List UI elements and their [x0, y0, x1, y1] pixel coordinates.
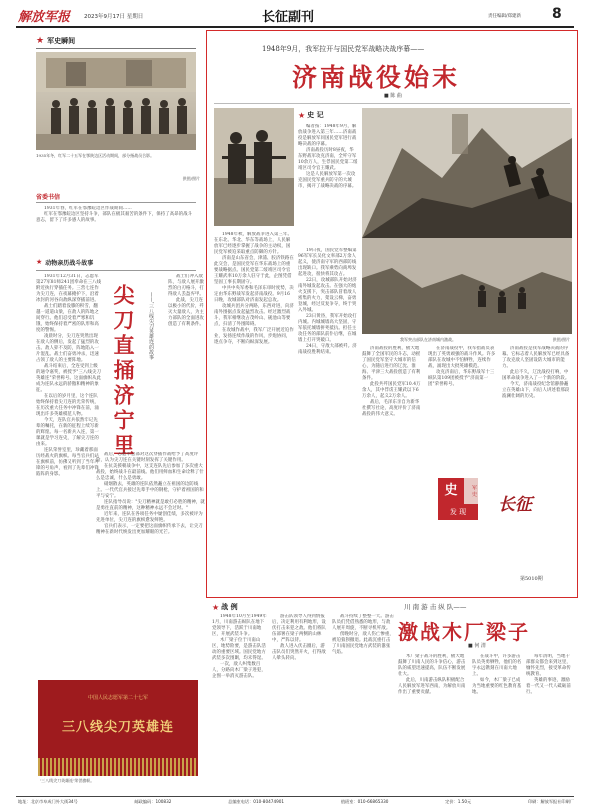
bottom-kicker: 川 南 游 击 纵 队—— [404, 603, 467, 611]
newspaper-logo: 解放军报 [18, 10, 71, 25]
feature-text-col1: 1948年秋，解放战争进入第三年。在东北、华北、华东等战场上，人民解放军已经逐步掌握了战争的主动权，国民党军被迫采取重点防御的方针。 济南是山东省会，津浦、胶济铁路在此交会，是国民党军在华东战场上的重要战略据点。国民党第二绥靖区司令官王耀武率10万余人驻守于此，企图凭借坚固工事长期固守。 中共中央军委和毛泽东审时度势，决定由华东野战军发起济南战役。9月16日晚，攻城部队对济南发起总攻。 攻城兵团兵分两路，东西对进，向济南外围据点发起猛烈攻击。经过激烈战斗，我军相继攻占茂岭山、砚池山等要点，扫清了外围障碍。 在攻城作战中，我军广泛开展近迫作业，发扬连续作战的作风，步炮协同，逐点争夺，不断向纵深发展。 [214, 232, 294, 345]
feature-headline: 济南战役始末 [292, 63, 461, 92]
historic-troops-photo [36, 52, 196, 150]
bottom-text-col4: 木厂梁子战斗的胜利，极大地鼓舞了川南人民的斗争信心，游击队的威望迅速提高，队伍不断发展壮大。 此后，川南游击纵队积极配合人民解放军进军西南，为解放川南作出了重要贡献。 [398, 654, 466, 695]
masthead [0, 0, 590, 28]
story-vertical-subtitle: ——'三八线尖刀英雄连'的故事 [148, 292, 154, 360]
hero-company-banner [38, 680, 198, 776]
feature-intro: 编者按：1948年9月，解放战争进入第三年……济南战役是解放军同国民党军进行战略决战的序幕。 济南战役历时8昼夜，华东野战军攻克济南，全歼守军10余万人，生俘国民党第二绥靖区司令官王耀武。 这是人民解放军第一次攻克国民党军重兵防守的大城市，揭开了战略决战的序幕。 [298, 124, 358, 189]
editor-line: 责任编辑/郑建新 [488, 14, 522, 19]
story-text-col2: 战士们冲入敌阵，与敌人展开激烈的白刃格斗，打得敌人丢盔弃甲。 此战，尖刀连以极小的代价，歼灭大量敌人，为主力部队的全面进攻创造了有利条件。 [168, 274, 204, 327]
story-text-col3: 战后，志愿军总部对这次穿插作战给予了高度评价，认为尖刀连在关键时刻发挥了关键作用。 在抗美援朝战争中，这支连队先后参加了多次重大战役，始终战斗在最前线。他们用鲜血和生命诠释了什么是忠诚，什么是勇敢。 硝烟散去，英雄的连队依然矗立在祖国的边防线上。一代代官兵接过先辈手中的钢枪，守护着祖国的和平与安宁。 连队指导员说："尖刀精神就是敢打必胜的精神，就是勇往直前的精神，这种精神永远不会过时。" 近年来，连队在各项任务中屡创佳绩，多次被评为先进单位，尖刀连的旗帜愈发鲜艳。 官兵们表示，一定要把这面旗帜传承下去，让尖刀精神在新时代焕发出更加耀眼的光芒。 [96, 452, 205, 535]
stamp-side: 军 史 [464, 478, 478, 504]
section-title: 长征副刊 [262, 10, 315, 25]
left-header-rule [36, 48, 196, 49]
history-label: ★ 史 记 [298, 110, 324, 120]
history-photo-caption: 1935年冬，红军二十五军在鄂陕边区活动期间，部分指战员合影。 [36, 153, 155, 158]
bottom-text-col3: 战斗持续了整整一天。游击队员们凭借熟悉的地形，与敌人展开周旋，不断寻机歼敌。 傍晚时分，敌人伤亡惨重，被迫狼狈撤退。此战沉重打击了川南国民党地方武装的嚣张气焰。 [332, 614, 394, 655]
stamp-top: 史 [438, 478, 464, 504]
bottom-text-col2: 游击队领导人得到情报后，决定利用有利地形，设伏打击来犯之敌。他们将队伍部署在梁子两侧的山林中，严阵以待。 敌人进入伏击圈后，游击队员们突然开火，打得敌人晕头转向。 [272, 614, 326, 661]
bottom-text-col6: 每年清明，当地干部群众都会来到这里，缅怀先烈，接受革命传统教育。 英雄的事迹，激励着一代又一代人砥砺前行。 [526, 654, 571, 695]
feature-kicker: 1948年9月，我军拉开与国民党军战略决战序幕—— [262, 45, 425, 53]
issue-date: 2023年9月17日 星期日 [84, 14, 144, 20]
letters-rule [36, 202, 196, 203]
story-star-icon: ★ [36, 258, 43, 266]
ruins-photo-art [362, 238, 572, 334]
soldiers-photo-art [214, 108, 294, 226]
red-star-icon: ★ [298, 110, 306, 120]
issue-number: 第5010期 [520, 576, 543, 582]
feature-text-col2: 19日夜，国民党军整编第96军军长吴化文率部2万余人起义，使济南守军的西部防线出现缺口。我军乘势向商埠发起进攻，很快将其攻占。 22日，攻城部队开始对济南外城发起攻击。在强大的炮火支援下，突击部队冒着敌人密集的火力，架设云梯，奋勇登城，经过反复争夺，终于突入外城。 23日黄昏，我军开始攻打内城。内城城墙高大坚固，守军依托城墙拼死抵抗。担任主攻任务的部队前仆后继，在城墙上打开突破口。 24日，守敌大部被歼。济南战役胜利结束。 [298, 248, 357, 355]
jinan-battle-photo [214, 108, 294, 226]
footer-postcode: 邮政编码：100832 [134, 799, 172, 804]
history-discovery-stamp [438, 478, 480, 528]
banner-main-text: 三八线尖刀英雄连 [61, 720, 174, 735]
masthead-rule [16, 26, 574, 28]
city-assault-photo [362, 108, 572, 238]
footer [18, 799, 574, 805]
feature-author: ■ 陈 曲 [384, 93, 402, 99]
banner-caption: '三八线尖刀英雄连'荣誉旗帜。 [40, 778, 95, 783]
troops-photo-art [36, 52, 196, 150]
feature-text-col5: 济南战役是我军战略决战的序幕。它标志着人民解放军已经具备了攻克敌人坚固设防大城市的能力。 此后不久，辽沈战役打响，中国革命战争进入了一个新的阶段。 今天，济南战役纪念馆静静矗立在英雄山下，向后人讲述着那段波澜壮阔的历史。 [502, 346, 570, 399]
story-header: ★ 动物亲历战斗故事 [36, 258, 94, 267]
military-history-header: ★ 军史瞬间 [36, 35, 76, 46]
assault-photo-art [362, 108, 572, 238]
story-text-col1: 1931年12月31日，志愿军第27军81师241团奉命在三八线附近执行穿插任务。三营七连作为尖刀连，在夜幕掩护下，沿着冰封的河谷向敌纵深穿插前进。 战士们踏着没膝的积雪，翻越一道道山梁，在敌人的阵地之间穿行。他们忍受着严寒和饥饿，始终保持着严密的队形和高度的警惕。 凌晨时分，尖刀连突然出现在敌人的侧后，发起了猛烈的攻击。敌人猝不及防，阵地陷入一片混乱。战士们奋勇冲杀，迅速占领了敌人的主要阵地。 战斗结束后，全连受到上级的通令嘉奖，被授予"三八线尖刀英雄连"荣誉称号。这面旗帜从此成为连队永远的骄傲和精神的象征。 在以后的岁月里，这个连队始终保持着尖刀连的光荣传统，在历次重大任务中冲锋在前，涌现出许多英雄模范人物。 今天，连队官兵依然牢记先辈的嘱托，在新的征程上续写新的辉煌。每一名新兵入连，第一课就是学习连史，了解尖刀连的由来。 连队荣誉室里，珍藏着那面历经战火的旗帜。每当官兵们站在旗帜前，仿佛又听到了当年冲锋的号角声，看到了先辈们冲锋陷阵的身影。 [36, 274, 102, 477]
footer-editorial-phone: 总编室电话：010-80474901 [228, 799, 285, 804]
battle-photo-caption: 我军突击部队在济南城内激战。 [400, 337, 456, 342]
bottom-headline: 激战木厂梁子 [398, 620, 530, 644]
filler-text: 红军在鄂豫皖边区坚持斗争，部队在极其艰苦的条件下，保持了高昂的战斗意志，留下了许多感人的故事。 [36, 212, 193, 223]
city-ruins-photo [362, 238, 572, 334]
red-star-icon: ★ [36, 35, 45, 46]
stamp-bottom: 发 现 [438, 504, 478, 520]
banner-top-text: 中国人民志愿军第二十七军 [87, 695, 148, 701]
bottom-text-col5: 在战斗中，许多游击队员英勇牺牲，他们的名字永远镌刻在川南大地上。 如今，木厂梁子已成为当地重要的红色教育基地。 [472, 654, 522, 695]
story-rule [36, 270, 196, 271]
page-number: 8 [552, 6, 562, 22]
red-star-icon: ★ [212, 602, 220, 612]
letters-header: 省委书信 [36, 194, 61, 201]
battle-photo-credit: 供图/照片 [552, 337, 570, 342]
calligraphy-logo: 长征 [498, 495, 532, 515]
feature-text-col3: 济南战役的胜利，极大地鼓舞了全国军民的斗志，动摇了国民党军坚守大城市的信心，为随后进行的辽沈、淮海、平津三大战役创造了有利条件。 此役共歼国民党军10.4万余人，其中俘虏王耀武以下6万余人，起义2万余人。 战后，毛泽东亲自为新华社撰写社论，高度评价了济南战役的伟大意义。 [362, 346, 421, 417]
letters-text: 1931年春，红军在鄂豫皖边区作战期间…… 红军在鄂豫皖边区坚持斗争，部队在极其艰苦的条件下，保持了高昂的战斗意志，留下了许多感人的故事。 [36, 206, 196, 250]
feature-text-col4: 在济南战役中，我军指战员表现出了英勇顽强的战斗作风。许多部队在攻城中不怕牺牲，连续作战，涌现出大批英雄模范。 攻克济南后，华东野战军十三纵队第109团被授予"济南第一团"荣誉称号。 [428, 346, 496, 387]
feature-top-rule [214, 103, 570, 104]
battle-case-label: ★ 战 例 [212, 602, 238, 612]
footer-rule [16, 796, 574, 797]
footer-price: 定价：1.50元 [445, 799, 472, 804]
footer-printer: 印刷：解放军报社印刷厂 [527, 799, 574, 804]
footer-address: 地址：北京市阜成门外大街34号 [18, 799, 78, 804]
story-vertical-title: 尖刀直捅济宁里 [111, 284, 135, 459]
bottom-author: ■ 何 清 [468, 643, 486, 649]
footer-duty-phone: 值班室：010-66865330 [340, 799, 389, 804]
bottom-text-col1: 1948年10月至1949年1月，川南游击纵队在地下党领导下，活跃于川南地区，开展武装斗争。 木厂梁子位于川南山区，地势险要，是游击队活动的重要区域。国民党地方武装多次围剿，均未得逞。 一次，敌人纠集数百人，分路向木厂梁子进犯，企图一举消灭游击队。 [212, 614, 267, 679]
history-photo-credit: 供图/照片 [182, 176, 200, 181]
banner-fringe [38, 758, 198, 776]
